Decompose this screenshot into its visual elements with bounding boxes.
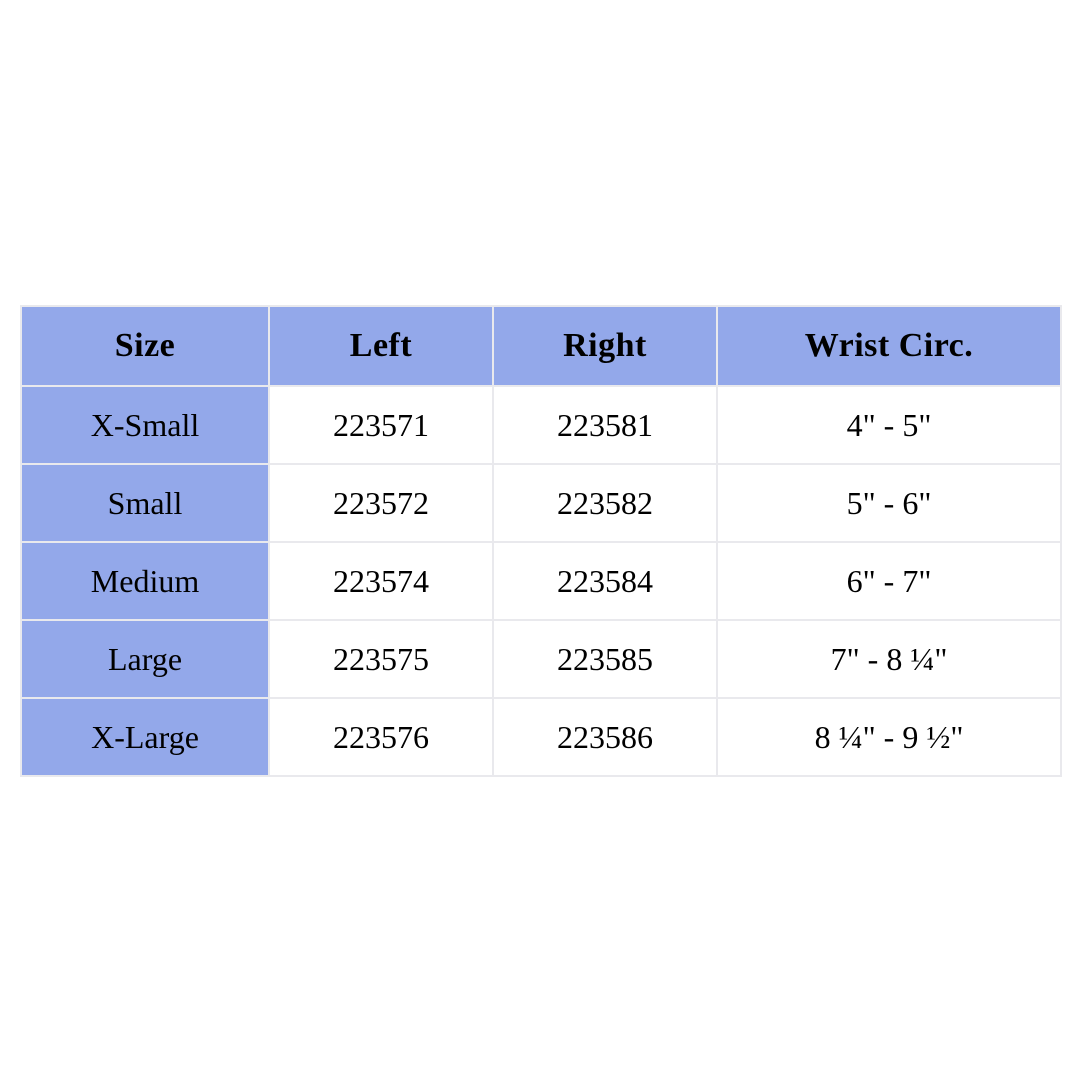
cell-right: 223581 <box>493 386 717 464</box>
cell-left: 223572 <box>269 464 493 542</box>
column-header-size: Size <box>21 306 269 386</box>
column-header-wrist: Wrist Circ. <box>717 306 1061 386</box>
cell-size: X-Large <box>21 698 269 776</box>
table-header-row <box>21 306 1061 386</box>
cell-size: Small <box>21 464 269 542</box>
cell-right: 223586 <box>493 698 717 776</box>
cell-left: 223576 <box>269 698 493 776</box>
table-body <box>21 386 1061 776</box>
column-header-left: Left <box>269 306 493 386</box>
cell-wrist: 5" - 6" <box>717 464 1061 542</box>
cell-left: 223571 <box>269 386 493 464</box>
cell-size: X-Small <box>21 386 269 464</box>
table-header <box>21 306 1061 386</box>
cell-right: 223582 <box>493 464 717 542</box>
table-row <box>21 620 1061 698</box>
cell-wrist: 8 ¼" - 9 ½" <box>717 698 1061 776</box>
size-chart-container <box>20 305 1060 777</box>
table-row <box>21 698 1061 776</box>
column-header-right: Right <box>493 306 717 386</box>
cell-left: 223575 <box>269 620 493 698</box>
cell-size: Medium <box>21 542 269 620</box>
cell-left: 223574 <box>269 542 493 620</box>
size-chart-table <box>20 305 1062 777</box>
cell-right: 223584 <box>493 542 717 620</box>
table-row <box>21 542 1061 620</box>
cell-wrist: 6" - 7" <box>717 542 1061 620</box>
cell-wrist: 7" - 8 ¼" <box>717 620 1061 698</box>
table-row <box>21 464 1061 542</box>
cell-wrist: 4" - 5" <box>717 386 1061 464</box>
cell-size: Large <box>21 620 269 698</box>
cell-right: 223585 <box>493 620 717 698</box>
table-row <box>21 386 1061 464</box>
